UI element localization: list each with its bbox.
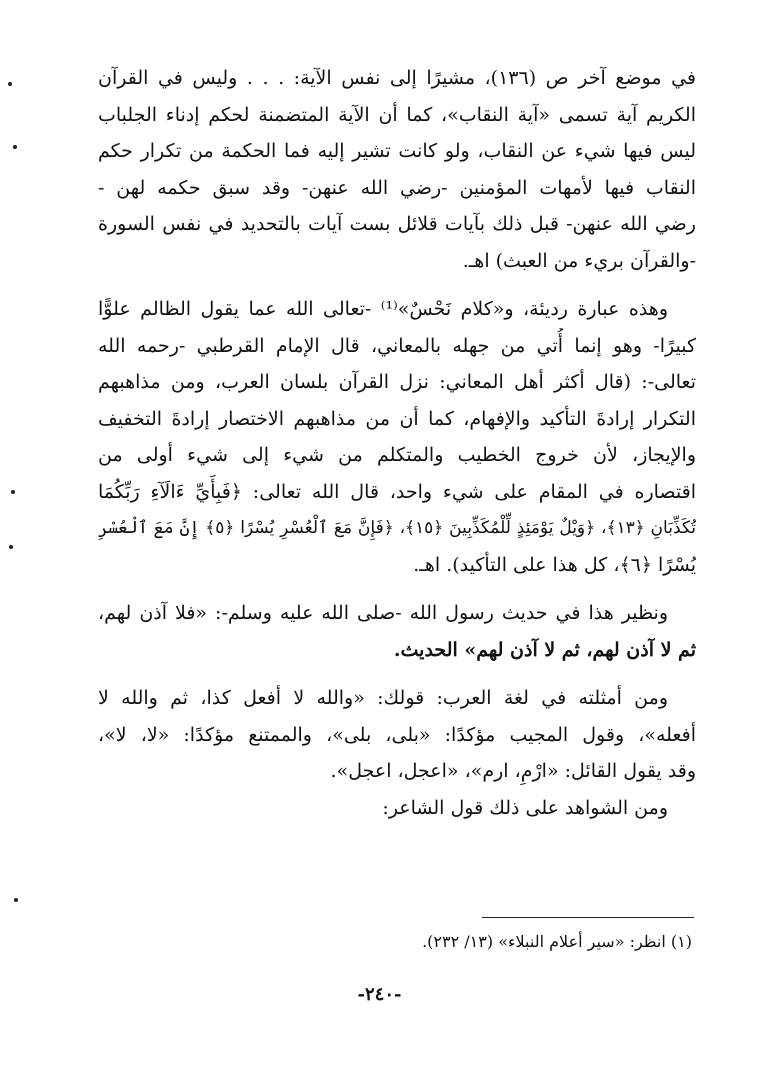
scan-speck bbox=[13, 145, 17, 149]
text-line: الكريم آية تسمى «آية النقاب»، كما أن الآية المتضمنة لحكم إدناء الجلباب bbox=[98, 103, 696, 126]
text-line: رضي الله عنهن- قبل ذلك بآيات قلائل بست آيات بالتحديد في نفس السورة bbox=[98, 213, 696, 235]
footnote: (١) انظر: «سير أعلام النبلاء» (١٣/ ٢٣٢). bbox=[422, 932, 692, 951]
quran-verse-line: تُكَذِّبَانِ ﴿١٣﴾، ﴿وَيْلٌ يَوْمَئِذٍ لِّلْمُكَذِّبِينَ ﴿١٥﴾، ﴿فَإِنَّ مَعَ ٱلْعُسْرِ يُسْرًا ﴿٥﴾ إِنَّ مَعَ ٱلْعُسْرِ bbox=[98, 518, 696, 538]
text-line: كبيرًا- وهو إنما أُتي من جهله بالمعاني، قال الإمام القرطبي -رحمه الله bbox=[98, 334, 696, 357]
text-line: والإيجاز، لأن خروج الخطيب والمتكلم من شيء إلى شيء أولى من bbox=[98, 444, 696, 466]
hadith-line: ثم لا آذن لهم، ثم لا آذن لهم» الحديث. bbox=[393, 638, 696, 661]
text-line: التكرار إرادةَ التأكيد والإفهام، كما أن من مذاهبهم الاختصار إرادةَ التخفيف bbox=[98, 407, 696, 430]
page-number: -٢٤٠- bbox=[357, 984, 402, 1005]
footnote-divider bbox=[482, 917, 694, 918]
text-line: أفعله»، وقول المجيب مؤكدًا: «بلى، بلى»، والممتنع مؤكدًا: «لا، لا»، bbox=[98, 723, 696, 746]
text-line: ومن أمثلته في لغة العرب: قولك: «والله لا أفعل كذا، ثم والله لا bbox=[98, 687, 668, 709]
text-line: وهذه عبارة رديئة، و«كلام نَحْسٌ»⁽¹⁾ -تعالى الله عما يقول الظالم علوًّا bbox=[98, 298, 668, 320]
text-line: تعالى-: (قال أكثر أهل المعاني: نزل القرآن بلسان العرب، ومن مذاهبهم bbox=[98, 371, 696, 393]
paragraph-1 bbox=[98, 60, 696, 279]
paragraph-4 bbox=[98, 680, 696, 790]
text-line: ومن الشواهد على ذلك قول الشاعر: bbox=[382, 796, 668, 819]
scan-speck bbox=[14, 898, 18, 902]
text-line: في موضع آخر ص (١٣٦)، مشيرًا إلى نفس الآية: . . . وليس في القرآن bbox=[98, 67, 696, 89]
page-body bbox=[98, 60, 696, 826]
text-line: اقتصاره في المقام على شيء واحد، قال الله تعالى: ﴿فَبِأَيِّ ءَالَآءِ رَبِّكُمَا bbox=[98, 480, 696, 503]
paragraph-5 bbox=[98, 790, 696, 827]
scan-speck bbox=[9, 545, 13, 549]
text-line: يُسْرًا ﴿٦﴾، كل هذا على التأكيد). اهـ. bbox=[413, 553, 696, 576]
scan-speck bbox=[11, 490, 15, 494]
scan-speck bbox=[8, 82, 12, 86]
hadith-line: ونظير هذا في حديث رسول الله -صلى الله عليه وسلم-: «فلا آذن لهم، bbox=[98, 602, 668, 624]
text-line: وقد يقول القائل: «ارْمِ، ارم»، «اعجل، اعجل». bbox=[330, 760, 696, 782]
text-line: -والقرآن بريء من العبث) اهـ. bbox=[462, 249, 696, 272]
text-line: النقاب فيها لأمهات المؤمنين -رضي الله عنهن- وقد سبق حكمه لهن - bbox=[98, 176, 696, 199]
paragraph-2 bbox=[98, 291, 696, 583]
text-line: ليس فيها شيء عن النقاب، ولو كانت تشير إليه فما الحكمة من تكرار حكم bbox=[98, 140, 696, 162]
paragraph-3 bbox=[98, 595, 696, 668]
